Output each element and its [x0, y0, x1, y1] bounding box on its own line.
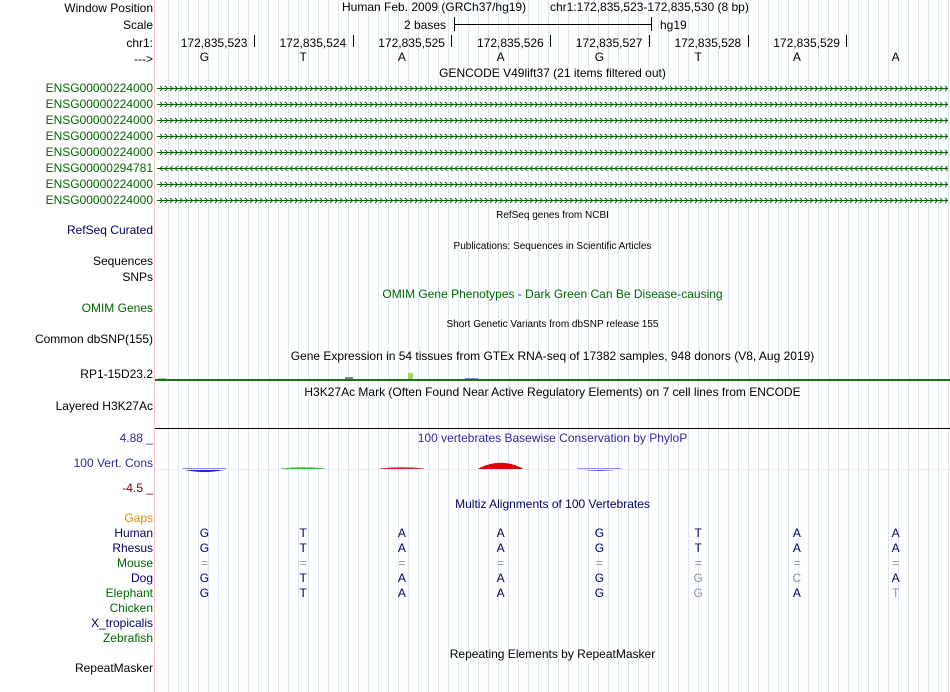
scale-bar-left-cap — [454, 17, 455, 31]
aligned-base: = — [595, 556, 603, 570]
aligned-base: T — [299, 526, 307, 540]
coordinate-tick — [846, 35, 847, 47]
phylop-mark — [479, 463, 523, 469]
aligned-base: A — [496, 571, 505, 585]
aligned-base: A — [397, 586, 406, 600]
coordinate-tick — [748, 35, 749, 47]
omim-title: OMIM Gene Phenotypes - Dark Green Can Be Disease-causing — [382, 287, 723, 301]
aligned-base: = — [892, 556, 900, 570]
coordinate-tick — [254, 35, 255, 47]
dbsnp-label[interactable]: Common dbSNP(155) — [34, 332, 153, 346]
aligned-base: G — [693, 571, 703, 585]
aligned-base: C — [792, 571, 802, 585]
db-text: hg19 — [660, 18, 687, 32]
phylop-min: -4.5 _ — [122, 481, 153, 495]
aligned-base: A — [496, 586, 505, 600]
aligned-base: G — [199, 541, 210, 555]
gaps-label[interactable]: Gaps — [124, 511, 153, 525]
aligned-base: A — [397, 571, 406, 585]
coordinate-tick — [550, 35, 551, 47]
aligned-base: G — [594, 526, 605, 540]
scale-text: 2 bases — [404, 18, 447, 32]
publications-title: Publications: Sequences in Scientific Articles — [453, 241, 652, 252]
h3k27ac-title: H3K27Ac Mark (Often Found Near Active Regulatory Elements) on 7 cell lines from ENCODE — [304, 385, 801, 399]
aligned-base: A — [496, 526, 505, 540]
strand-label: ---> — [134, 52, 153, 66]
aligned-base: G — [693, 586, 703, 600]
aligned-base: A — [496, 541, 505, 555]
repeat-label[interactable]: RepeatMasker — [74, 661, 153, 675]
coordinate-tick — [451, 35, 452, 47]
gene-label[interactable]: ENSG00000294781 — [45, 161, 153, 175]
phylop-mark — [281, 468, 325, 469]
reference-base: T — [694, 50, 702, 64]
coordinate-label: 172,835,528 — [674, 36, 742, 50]
aligned-base: G — [199, 571, 210, 585]
reference-base: T — [299, 50, 307, 64]
aligned-base: T — [299, 541, 307, 555]
aligned-base: A — [792, 586, 801, 600]
species-label[interactable]: Zebrafish — [102, 631, 153, 645]
gtex-bar — [470, 378, 478, 379]
position-text: chr1:172,835,523-172,835,530 (8 bp) — [550, 0, 749, 14]
species-label[interactable]: Dog — [130, 571, 153, 585]
assembly-text: Human Feb. 2009 (GRCh37/hg19) — [342, 0, 527, 14]
gtex-label[interactable]: RP1-15D23.2 — [80, 367, 153, 381]
aligned-base: T — [694, 526, 702, 540]
window-position-label: Window Position — [64, 1, 153, 15]
gtex-baseline — [155, 379, 950, 381]
reference-base: G — [594, 50, 605, 64]
aligned-base: G — [594, 541, 605, 555]
coordinate-label: 172,835,523 — [180, 36, 248, 50]
coordinate-label: 172,835,524 — [279, 36, 347, 50]
aligned-base: G — [199, 586, 210, 600]
coordinate-label: 172,835,527 — [575, 36, 643, 50]
phylop-max: 4.88 _ — [119, 431, 153, 445]
reference-base: A — [891, 50, 900, 64]
coordinate-tick — [649, 35, 650, 47]
omim-label[interactable]: OMIM Genes — [81, 301, 153, 315]
species-label[interactable]: Human — [114, 526, 153, 540]
aligned-base: = — [793, 556, 801, 570]
snps-label[interactable]: SNPs — [122, 270, 153, 284]
repeat-title: Repeating Elements by RepeatMasker — [449, 647, 656, 661]
refseq-title: RefSeq genes from NCBI — [496, 210, 609, 221]
gene-label[interactable]: ENSG00000224000 — [45, 97, 153, 111]
aligned-base: = — [299, 556, 307, 570]
species-label[interactable]: Mouse — [116, 556, 153, 570]
aligned-base: A — [891, 571, 900, 585]
aligned-base: T — [694, 541, 702, 555]
sequences-label[interactable]: Sequences — [92, 254, 153, 268]
reference-base: A — [496, 50, 505, 64]
aligned-base: A — [891, 541, 900, 555]
gencode-title: GENCODE V49lift37 (21 items filtered out) — [439, 66, 666, 80]
reference-base: A — [792, 50, 801, 64]
phylop-label[interactable]: 100 Vert. Cons — [73, 456, 153, 470]
aligned-base: G — [594, 571, 605, 585]
gene-label[interactable]: ENSG00000224000 — [45, 81, 153, 95]
gtex-bar — [158, 378, 166, 379]
reference-base: G — [199, 50, 210, 64]
aligned-base: A — [891, 526, 900, 540]
aligned-base: = — [200, 556, 208, 570]
species-label[interactable]: X_tropicalis — [90, 616, 153, 630]
phylop-title: 100 vertebrates Basewise Conservation by PhyloP — [417, 431, 688, 445]
scale-bar — [454, 24, 652, 25]
gene-label[interactable]: ENSG00000224000 — [45, 113, 153, 127]
aligned-base: A — [397, 541, 406, 555]
phylop-mark — [380, 468, 424, 469]
aligned-base: = — [398, 556, 406, 570]
coordinate-tick — [353, 35, 354, 47]
aligned-base: T — [299, 571, 307, 585]
aligned-base: G — [199, 526, 210, 540]
gtex-title: Gene Expression in 54 tissues from GTEx RNA-seq of 17382 samples, 948 donors (V8, Aug 2019) — [290, 349, 815, 363]
aligned-base: T — [299, 586, 307, 600]
h3k27ac-label[interactable]: Layered H3K27Ac — [55, 399, 153, 413]
scale-bar-right-cap — [651, 17, 652, 31]
multiz-title: Multiz Alignments of 100 Vertebrates — [455, 497, 650, 511]
aligned-base: A — [792, 541, 801, 555]
gene-label[interactable]: ENSG00000224000 — [45, 193, 153, 207]
aligned-base: A — [792, 526, 801, 540]
refseq-label[interactable]: RefSeq Curated — [66, 223, 153, 237]
aligned-base: G — [594, 586, 605, 600]
scale-label: Scale — [122, 18, 153, 32]
species-label[interactable]: Chicken — [109, 601, 153, 615]
reference-base: A — [397, 50, 406, 64]
coordinate-label: 172,835,526 — [477, 36, 544, 50]
gene-label[interactable]: ENSG00000224000 — [45, 177, 153, 191]
aligned-base: A — [397, 526, 406, 540]
aligned-base: T — [891, 586, 900, 600]
aligned-base: = — [694, 556, 702, 570]
gtex-bar — [408, 373, 413, 379]
gtex-bar — [345, 377, 353, 379]
coordinate-label: 172,835,525 — [378, 36, 445, 50]
aligned-base: = — [497, 556, 505, 570]
species-label[interactable]: Elephant — [105, 586, 153, 600]
dbsnp-title: Short Genetic Variants from dbSNP release 155 — [446, 319, 659, 330]
coordinate-label: 172,835,529 — [773, 36, 840, 50]
gene-label[interactable]: ENSG00000224000 — [45, 129, 153, 143]
chrom-label: chr1: — [126, 36, 153, 50]
gene-label[interactable]: ENSG00000224000 — [45, 145, 153, 159]
species-label[interactable]: Rhesus — [112, 541, 153, 555]
